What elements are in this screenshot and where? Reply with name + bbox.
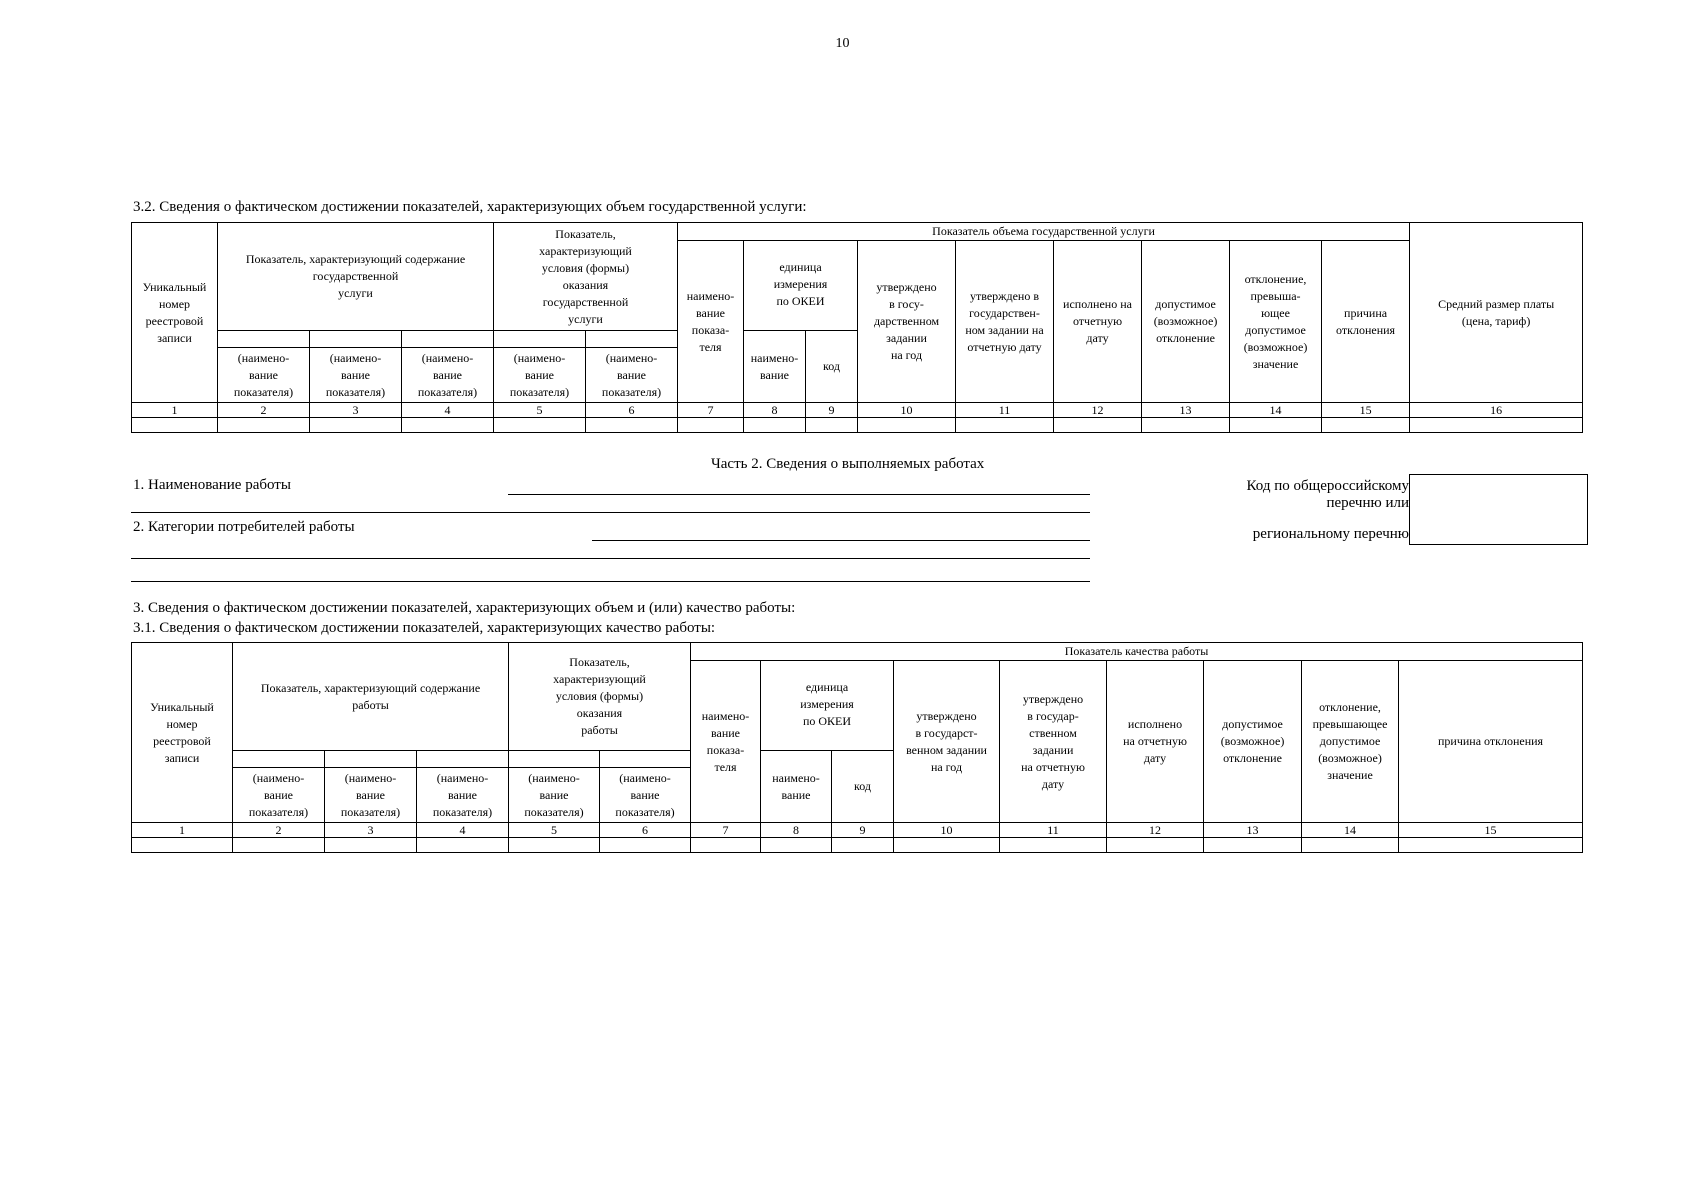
column-number: 13 [1142,403,1230,418]
work-name-label: 1. Наименование работы [133,477,291,493]
column-number: 2 [233,823,325,838]
header-fulfilled: исполнено на отчетную дату [1107,661,1204,823]
table-cell[interactable] [1230,418,1322,433]
column-number: 14 [1302,823,1399,838]
header-sub-indicator-5: (наимено- вание показателя) [509,768,600,823]
section-3-heading: 3. Сведения о фактическом достижении показателей, характеризующих объем и (или) качество работы: [133,600,796,616]
header-quality-indicator: Показатель качества работы [691,643,1583,661]
header-unit-name: наимено- вание [744,331,806,403]
table-cell[interactable] [1107,838,1204,853]
table-cell[interactable] [494,418,586,433]
column-number: 10 [894,823,1000,838]
consumers-line[interactable] [592,540,1090,541]
header-allowed-deviation: допустимое (возможное) отклонение [1142,241,1230,403]
column-number: 13 [1204,823,1302,838]
column-number: 5 [509,823,600,838]
table-row [132,418,1583,433]
header-sub-indicator-4: (наимено- вание показателя) [417,768,509,823]
header-content-indicator: Показатель, характеризующий содержание работы [233,643,509,751]
page-number: 10 [835,36,850,51]
header-sub-indicator-6: (наимено- вание показателя) [586,348,678,403]
table-cell[interactable] [1204,838,1302,853]
table-row [132,838,1583,853]
blank-cell [310,331,402,348]
column-number: 6 [586,403,678,418]
table-cell[interactable] [1054,418,1142,433]
table-cell[interactable] [761,838,832,853]
column-number: 8 [761,823,832,838]
column-number: 7 [678,403,744,418]
blank-cell [494,331,586,348]
header-sub-indicator-3: (наимено- вание показателя) [310,348,402,403]
table-cell[interactable] [1302,838,1399,853]
column-number: 11 [956,403,1054,418]
work-name-line-2[interactable] [131,512,1090,513]
blank-cell [233,751,325,768]
header-unit-okei: единица измерения по ОКЕИ [744,241,858,331]
quality-indicators-table [131,642,1583,853]
column-number: 15 [1399,823,1583,838]
consumers-line-2[interactable] [131,558,1090,559]
blank-cell [509,751,600,768]
blank-cell [218,331,310,348]
table-cell[interactable] [691,838,761,853]
column-number: 5 [494,403,586,418]
column-number: 1 [132,823,233,838]
volume-indicators-table [131,222,1583,433]
table-cell[interactable] [218,418,310,433]
table-cell[interactable] [586,418,678,433]
column-number: 3 [310,403,402,418]
column-number: 11 [1000,823,1107,838]
header-sub-indicator-4: (наимено- вание показателя) [402,348,494,403]
header-approved-report-date: утверждено в государствен- ном задании на отчетную дату [956,241,1054,403]
consumers-line-3[interactable] [131,581,1090,582]
column-number: 10 [858,403,956,418]
table-cell[interactable] [1399,838,1583,853]
table-cell[interactable] [417,838,509,853]
header-fulfilled: исполнено на отчетную дату [1054,241,1142,403]
table-cell[interactable] [744,418,806,433]
header-exceeding-deviation: отклонение, превышающее допустимое (возможное) значение [1302,661,1399,823]
column-number: 4 [417,823,509,838]
header-conditions-indicator: Показатель, характеризующий условия (формы) оказания государственной услуги [494,223,678,331]
blank-cell [600,751,691,768]
header-sub-indicator-2: (наимено- вание показателя) [233,768,325,823]
table-cell[interactable] [132,838,233,853]
column-number: 7 [691,823,761,838]
table-cell[interactable] [325,838,417,853]
header-unit-code: код [832,751,894,823]
section-3-1-heading: 3.1. Сведения о фактическом достижении показателей, характеризующих качество работы: [133,620,716,636]
header-unit-name: наимено- вание [761,751,832,823]
header-allowed-deviation: допустимое (возможное) отклонение [1204,661,1302,823]
header-approved-year: утверждено в госу- дарственном задании на год [858,241,956,403]
blank-cell [586,331,678,348]
column-number: 12 [1054,403,1142,418]
header-sub-indicator-5: (наимено- вание показателя) [494,348,586,403]
table-cell[interactable] [832,838,894,853]
section-3-2-heading: 3.2. Сведения о фактическом достижении показателей, характеризующих объем государственной услуги: [133,199,807,215]
table-cell[interactable] [600,838,691,853]
header-indicator-name: наимено- вание показа- теля [691,661,761,823]
header-deviation-reason: причина отклонения [1322,241,1410,403]
column-number: 16 [1410,403,1583,418]
table-cell[interactable] [806,418,858,433]
table-cell[interactable] [894,838,1000,853]
header-average-price: Средний размер платы (цена, тариф) [1410,223,1583,403]
blank-cell [402,331,494,348]
header-conditions-indicator: Показатель, характеризующий условия (формы) оказания работы [509,643,691,751]
column-number: 14 [1230,403,1322,418]
header-sub-indicator-2: (наимено- вание показателя) [218,348,310,403]
column-number: 15 [1322,403,1410,418]
table-cell[interactable] [1322,418,1410,433]
header-approved-year: утверждено в государст- венном задании на год [894,661,1000,823]
consumers-label: 2. Категории потребителей работы [133,519,355,535]
header-unit-code: код [806,331,858,403]
blank-cell [417,751,509,768]
header-exceeding-deviation: отклонение, превыша- ющее допустимое (возможное) значение [1230,241,1322,403]
table-cell[interactable] [678,418,744,433]
work-name-line[interactable] [508,494,1090,495]
column-number: 1 [132,403,218,418]
column-number: 8 [744,403,806,418]
header-unique-record: Уникальный номер реестровой записи [132,643,233,823]
table-cell[interactable] [1410,418,1583,433]
header-approved-report-date: утверждено в государ- ственном задании на отчетную дату [1000,661,1107,823]
header-sub-indicator-3: (наимено- вание показателя) [325,768,417,823]
blank-cell [325,751,417,768]
table-cell[interactable] [402,418,494,433]
registry-code-label: Код по общероссийскому перечню или [1246,478,1409,511]
header-unit-okei: единица измерения по ОКЕИ [761,661,894,751]
table-cell[interactable] [858,418,956,433]
table-cell[interactable] [1142,418,1230,433]
column-number: 4 [402,403,494,418]
part-2-title: Часть 2. Сведения о выполняемых работах [711,456,985,472]
table-cell[interactable] [233,838,325,853]
column-number: 3 [325,823,417,838]
column-number: 6 [600,823,691,838]
column-number: 2 [218,403,310,418]
header-content-indicator: Показатель, характеризующий содержание государственной услуги [218,223,494,331]
table-cell[interactable] [956,418,1054,433]
header-unique-record: Уникальный номер реестровой записи [132,223,218,403]
table-cell[interactable] [132,418,218,433]
header-deviation-reason: причина отклонения [1399,661,1583,823]
column-number: 12 [1107,823,1204,838]
header-sub-indicator-6: (наимено- вание показателя) [600,768,691,823]
registry-code-box[interactable] [1409,474,1588,545]
column-number: 9 [832,823,894,838]
table-cell[interactable] [1000,838,1107,853]
header-indicator-name: наимено- вание показа- теля [678,241,744,403]
table-cell[interactable] [509,838,600,853]
table-cell[interactable] [310,418,402,433]
header-volume-indicator: Показатель объема государственной услуги [678,223,1410,241]
column-number: 9 [806,403,858,418]
registry-code-label-2: региональному перечню [1252,526,1409,542]
